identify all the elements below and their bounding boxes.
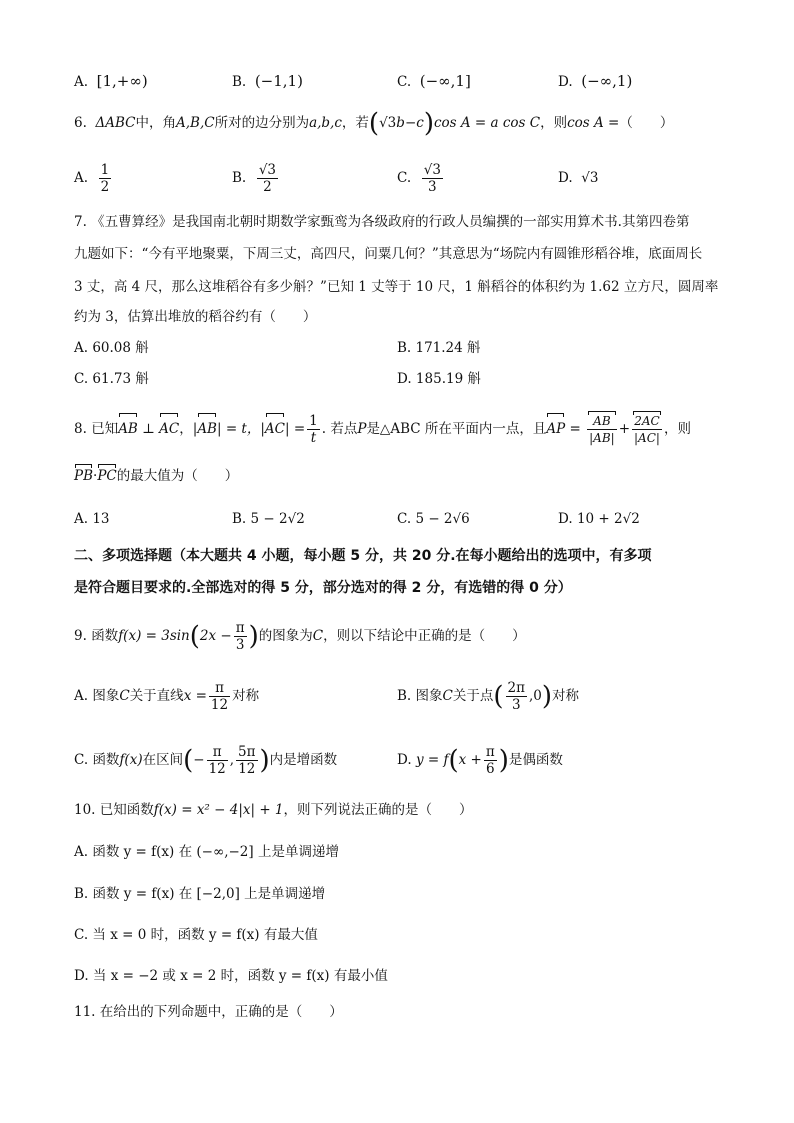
fraction [257, 162, 278, 195]
fraction [99, 162, 112, 195]
point-coordinate: ,0 [528, 688, 542, 704]
dot-symbol: · [93, 468, 98, 484]
q10-option-d: D. 当 x = −2 或 x = 2 时，函数 y = f(x) 有最小值 [74, 968, 388, 984]
q9-option-b [397, 680, 579, 713]
stem-text: | = [285, 421, 306, 437]
q5-option-c [397, 71, 471, 92]
option-text: 关于点 [452, 688, 494, 704]
option-label: C. [397, 511, 412, 527]
stem-text: ，若 [341, 115, 369, 131]
stem-text: 是△ABC 所在平面内一点，且 [366, 421, 547, 437]
option-label: C. [397, 170, 412, 186]
stem-text: 的图象为 [258, 628, 313, 644]
option-label: D. [558, 74, 573, 90]
option-text: 图象 [92, 688, 120, 704]
graph-name: C [312, 628, 324, 644]
paren-left: ( [368, 108, 380, 139]
paren-right: ) [259, 745, 270, 776]
vector-pb: PB [74, 468, 94, 484]
numerator: π [485, 744, 495, 760]
equals-symbol: = [569, 421, 581, 437]
denominator: t [310, 430, 317, 446]
point-p: P [357, 421, 367, 437]
numerator: √3 [423, 162, 441, 178]
numerator: π [235, 620, 245, 636]
fraction-2ac-over-norm [632, 413, 662, 446]
q9-option-d [397, 744, 563, 777]
q8-stem-line-1 [74, 413, 691, 446]
q7-option-c: C. 61.73 斛 [74, 371, 149, 387]
q6-option-a [74, 162, 113, 195]
option-label: B. [232, 511, 247, 527]
q5-option-a [74, 71, 148, 92]
denominator: 3 [511, 697, 521, 713]
question-number: 9. [74, 628, 87, 644]
fraction-one-over-t [307, 413, 320, 446]
option-label: A. [74, 511, 89, 527]
option-value: (−∞,1) [581, 72, 633, 90]
stem-text: ，则 [540, 115, 568, 131]
fraction [209, 680, 230, 713]
option-value: (−1,1) [254, 72, 303, 90]
q7-stem-line-4: 约为 3，估算出堆放的稻谷约有（ ） [74, 309, 317, 325]
q10-stem [74, 800, 473, 820]
numerator: 2AC [632, 413, 662, 430]
q9-option-a [74, 680, 259, 713]
option-label: B. [232, 170, 247, 186]
paren-right: ) [498, 745, 509, 776]
function-expression: y = f [415, 752, 449, 768]
q7-option-d: D. 185.19 斛 [397, 371, 481, 387]
option-label: A. [74, 688, 89, 704]
q7-stem-line-3: 3 丈，高 4 尺，那么这堆稻谷有多少斛？”已知 1 丈等于 10 尺，1 斛稻谷的体积约为 1.62 立方尺，圆周率 [74, 279, 719, 295]
minus-c: −c [404, 115, 424, 131]
q6-stem [74, 108, 674, 139]
denominator: |AC| [634, 431, 660, 445]
paren-right: ) [423, 108, 434, 139]
stem-text: ，| [179, 421, 198, 437]
fraction [207, 744, 228, 777]
paren-left: ( [189, 621, 200, 652]
option-label: B. [397, 688, 412, 704]
stem-text: 所对的边分别为 [214, 115, 310, 131]
vector-ab: AB [118, 415, 138, 443]
argument-expression: x + [458, 752, 482, 768]
option-text: 是偶函数 [508, 752, 563, 768]
option-value: 5 − 2√6 [415, 511, 470, 527]
stem-text: | = t，| [216, 421, 265, 437]
numerator: 1 [100, 162, 110, 178]
stem-text: ，则下列说法正确的是（ ） [283, 802, 473, 818]
function-expression: f(x) = 3sin [118, 628, 190, 644]
option-value: 10 + 2√2 [576, 511, 640, 527]
vector-ap: AP [546, 415, 565, 443]
stem-text: 函数 [91, 628, 119, 644]
numerator: AB [587, 413, 617, 430]
numerator: π [209, 680, 230, 697]
option-label: C. [397, 74, 412, 90]
option-value: [1,+∞) [96, 72, 148, 90]
q8-option-a [74, 509, 110, 529]
denominator: |AB| [589, 431, 615, 445]
option-text: 在区间 [142, 752, 184, 768]
question-number: 8. [74, 421, 87, 437]
denominator: 2 [100, 179, 110, 195]
numerator: √3 [258, 162, 277, 178]
section-header-line-1: 二、多项选择题（本大题共 4 小题，每小题 5 分，共 20 分.在每小题给出的选项中，有多项 [74, 548, 652, 564]
stem-text: ，则 [663, 421, 691, 437]
q9-stem [74, 620, 526, 653]
denominator: 3 [428, 179, 437, 195]
q10-option-c: C. 当 x = 0 时，函数 y = f(x) 有最大值 [74, 927, 318, 943]
q5-option-b [232, 71, 303, 92]
fraction [236, 744, 257, 777]
denominator: 6 [485, 761, 495, 777]
graph-name: C [119, 688, 130, 704]
option-label: A. [74, 74, 89, 90]
vector-ab: AB [197, 415, 217, 443]
target-expression: cos A = [567, 115, 620, 131]
angle-names: A,B,C [175, 115, 215, 131]
denominator: 3 [235, 637, 245, 653]
answer-blank: （ ） [619, 115, 674, 131]
fraction [484, 744, 497, 777]
option-text: 函数 [92, 752, 120, 768]
option-label: C. [74, 752, 89, 768]
q11-stem: 11. 在给出的下列命题中，正确的是（ ） [74, 1004, 343, 1020]
numerator: 5π [238, 744, 256, 760]
denominator: 12 [210, 697, 229, 713]
numerator: 1 [309, 413, 318, 429]
question-number: 6. [74, 115, 87, 131]
q9-option-c: C. 函数f(x)在区间(− $\frac{\pi}{12}$ , $\frac{5\pi}{12}$ )内是增函数 [74, 744, 338, 777]
option-value: 5 − 2√2 [250, 511, 305, 527]
sqrt-three: √3 [379, 115, 397, 131]
vector-ac: AC [265, 415, 285, 443]
var-b: b [396, 115, 405, 131]
triangle-symbol: ΔABC [95, 115, 136, 131]
side-names: a,b,c [309, 115, 342, 131]
option-label: D. [558, 170, 573, 186]
denominator: 12 [208, 761, 226, 777]
option-text: 对称 [552, 688, 580, 704]
option-label: B. [232, 74, 247, 90]
numerator: 2π [507, 680, 525, 696]
graph-name: C [442, 688, 453, 704]
q7-option-a: A. 60.08 斛 [74, 340, 149, 356]
stem-text: 已知函数 [99, 802, 154, 818]
stem-text: . 若点 [321, 421, 358, 437]
denominator: 2 [263, 179, 272, 195]
option-text: 对称 [232, 688, 260, 704]
option-text: 内是增函数 [269, 752, 338, 768]
q5-option-d [558, 71, 632, 92]
paren-left: ( [493, 681, 504, 712]
function-expression: f(x) = x² − 4|x| + 1 [153, 802, 284, 818]
denominator: 12 [238, 761, 256, 777]
stem-text: ，则以下结论中正确的是（ ） [323, 628, 526, 644]
q8-option-b [232, 509, 305, 529]
argument-expression: 2x − [199, 628, 232, 644]
stem-text: 的最大值为（ ） [116, 468, 239, 484]
q7-stem-line-1: 7. 《五曹算经》是我国南北朝时期数学家甄鸾为各级政府的行政人员编撰的一部实用算术书.其第四卷第 [74, 214, 690, 230]
option-label: D. [558, 511, 573, 527]
q6-option-c [397, 162, 445, 195]
option-value: 13 [92, 511, 110, 527]
stem-text: 中，角 [135, 115, 176, 131]
fraction-pi-over-3 [234, 620, 247, 653]
q6-option-d [558, 168, 598, 188]
vector-ac: AC [159, 415, 179, 443]
fraction [422, 162, 443, 195]
q10-option-a: A. 函数 y = f(x) 在 (−∞,−2] 上是单调递增 [74, 844, 339, 860]
paren-left: ( [183, 745, 194, 776]
paren-right: ) [248, 621, 259, 652]
fraction-ab-over-norm [587, 413, 617, 446]
section-header-line-2: 是符合题目要求的.全部选对的得 5 分，部分选对的得 2 分，有选错的得 0 分） [74, 580, 572, 596]
q7-stem-line-2: 九题如下：“今有平地聚粟，下周三丈，高四尺，问粟几何？”其意思为“场院内有圆锥形稻谷堆，底面周长 [74, 246, 703, 262]
q10-option-b: B. 函数 y = f(x) 在 [−2,0] 上是单调递增 [74, 886, 326, 902]
fraction [506, 680, 527, 713]
option-text: 图象 [415, 688, 443, 704]
q8-stem-line-2 [74, 466, 238, 486]
option-text: 关于直线 [129, 688, 184, 704]
function-name: f(x) [119, 752, 143, 768]
option-label: D. [397, 752, 412, 768]
q8-option-d [558, 509, 640, 529]
paren-left: ( [448, 745, 459, 776]
perpendicular-symbol: ⊥ [142, 421, 155, 437]
q7-option-b: B. 171.24 斛 [397, 340, 481, 356]
option-label: A. [74, 170, 89, 186]
paren-right: ) [541, 681, 553, 712]
question-number: 10. [74, 802, 96, 818]
condition-equation: cos A = a cos C [433, 115, 541, 131]
q8-option-c [397, 509, 470, 529]
plus-symbol: + [618, 421, 631, 437]
option-value: (−∞,1] [419, 72, 471, 90]
stem-text: 已知 [91, 421, 119, 437]
q6-option-b [232, 162, 280, 195]
numerator: π [207, 744, 228, 761]
option-value: √3 [581, 170, 599, 186]
equation: x = [183, 688, 207, 704]
vector-pc: PC [97, 468, 117, 484]
